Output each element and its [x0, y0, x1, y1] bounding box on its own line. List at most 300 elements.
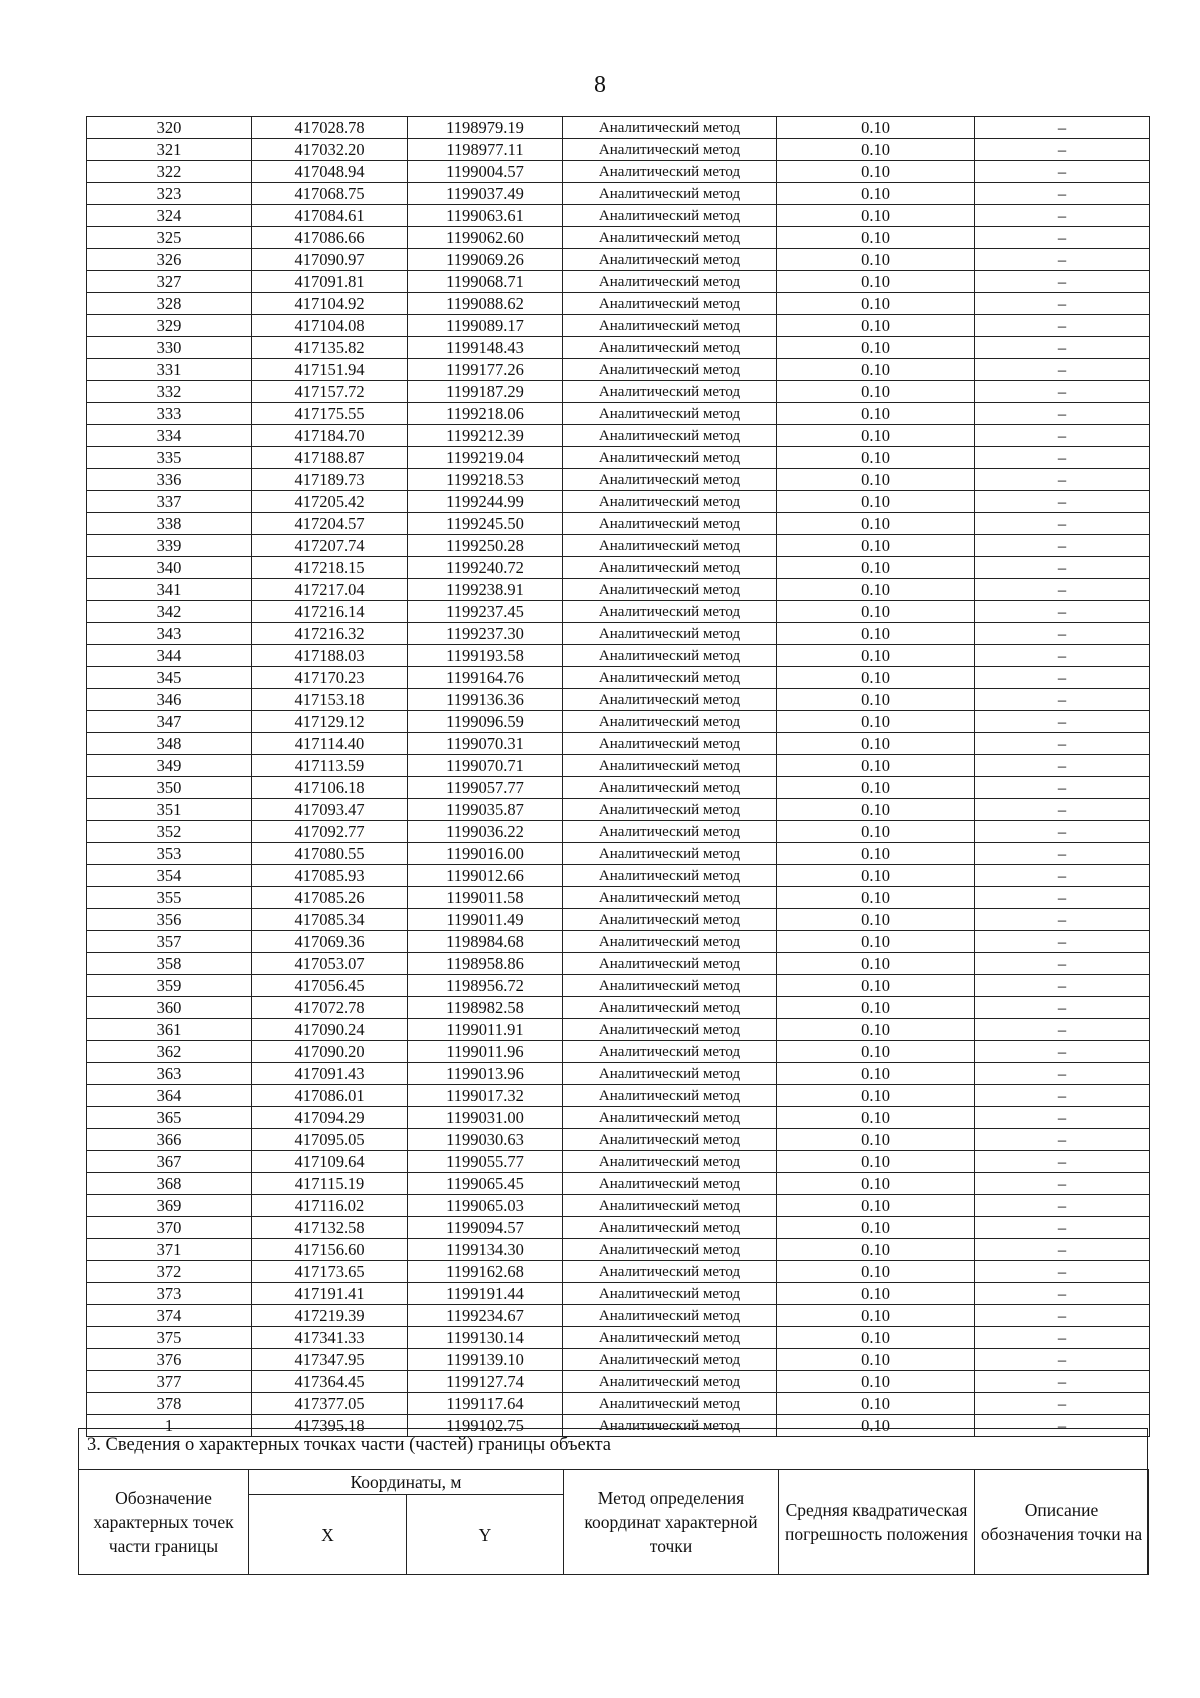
table-row — [87, 557, 1150, 579]
coordinates-table-body — [87, 117, 1150, 1437]
point-number-cell: 321 — [87, 139, 252, 161]
table-row — [87, 1393, 1150, 1415]
description-cell: – — [975, 1019, 1150, 1041]
x-coordinate-cell: 417069.36 — [252, 931, 408, 953]
table-row — [87, 1151, 1150, 1173]
description-cell: – — [975, 997, 1150, 1019]
accuracy-cell: 0.10 — [777, 1173, 975, 1195]
point-number-cell: 323 — [87, 183, 252, 205]
y-coordinate-cell: 1198982.58 — [408, 997, 563, 1019]
accuracy-cell: 0.10 — [777, 997, 975, 1019]
accuracy-cell: 0.10 — [777, 1239, 975, 1261]
x-coordinate-cell: 417217.04 — [252, 579, 408, 601]
method-cell: Аналитический метод — [563, 1151, 777, 1173]
point-number-cell: 346 — [87, 689, 252, 711]
accuracy-cell: 0.10 — [777, 513, 975, 535]
x-coordinate-cell: 417347.95 — [252, 1349, 408, 1371]
x-coordinate-cell: 417085.93 — [252, 865, 408, 887]
table-row — [87, 887, 1150, 909]
table-row — [87, 623, 1150, 645]
y-coordinate-cell: 1199237.45 — [408, 601, 563, 623]
description-cell: – — [975, 117, 1150, 139]
description-cell: – — [975, 667, 1150, 689]
point-number-cell: 357 — [87, 931, 252, 953]
description-cell: – — [975, 425, 1150, 447]
method-cell: Аналитический метод — [563, 733, 777, 755]
accuracy-cell: 0.10 — [777, 865, 975, 887]
x-coordinate-cell: 417216.32 — [252, 623, 408, 645]
x-coordinate-cell: 417132.58 — [252, 1217, 408, 1239]
accuracy-cell: 0.10 — [777, 931, 975, 953]
x-coordinate-cell: 417156.60 — [252, 1239, 408, 1261]
accuracy-cell: 0.10 — [777, 843, 975, 865]
point-number-cell: 328 — [87, 293, 252, 315]
point-number-cell: 368 — [87, 1173, 252, 1195]
table-row — [87, 1371, 1150, 1393]
method-cell: Аналитический метод — [563, 205, 777, 227]
y-coordinate-cell: 1198984.68 — [408, 931, 563, 953]
header-description: Описание обозначения точки на — [975, 1470, 1149, 1575]
accuracy-cell: 0.10 — [777, 1151, 975, 1173]
y-coordinate-cell: 1199070.71 — [408, 755, 563, 777]
table-row — [87, 491, 1150, 513]
point-number-cell: 341 — [87, 579, 252, 601]
section-title: 3. Сведения о характерных точках части (частей) границы объекта — [87, 1435, 612, 1455]
x-coordinate-cell: 417114.40 — [252, 733, 408, 755]
table-row — [87, 1173, 1150, 1195]
description-cell: – — [975, 733, 1150, 755]
accuracy-cell: 0.10 — [777, 975, 975, 997]
y-coordinate-cell: 1199127.74 — [408, 1371, 563, 1393]
point-number-cell: 326 — [87, 249, 252, 271]
point-number-cell: 325 — [87, 227, 252, 249]
point-number-cell: 351 — [87, 799, 252, 821]
accuracy-cell: 0.10 — [777, 1195, 975, 1217]
accuracy-cell: 0.10 — [777, 623, 975, 645]
description-cell: – — [975, 975, 1150, 997]
method-cell: Аналитический метод — [563, 381, 777, 403]
accuracy-cell: 0.10 — [777, 227, 975, 249]
x-coordinate-cell: 417153.18 — [252, 689, 408, 711]
description-cell: – — [975, 139, 1150, 161]
y-coordinate-cell: 1199068.71 — [408, 271, 563, 293]
table-row — [87, 381, 1150, 403]
header-point-designation: Обозначение характерных точек части границы — [79, 1470, 249, 1575]
point-number-cell: 342 — [87, 601, 252, 623]
table-row — [87, 359, 1150, 381]
method-cell: Аналитический метод — [563, 1019, 777, 1041]
method-cell: Аналитический метод — [563, 1261, 777, 1283]
method-cell: Аналитический метод — [563, 293, 777, 315]
method-cell: Аналитический метод — [563, 337, 777, 359]
x-coordinate-cell: 417090.97 — [252, 249, 408, 271]
method-cell: Аналитический метод — [563, 447, 777, 469]
method-cell: Аналитический метод — [563, 117, 777, 139]
description-cell: – — [975, 777, 1150, 799]
point-number-cell: 370 — [87, 1217, 252, 1239]
accuracy-cell: 0.10 — [777, 755, 975, 777]
accuracy-cell: 0.10 — [777, 645, 975, 667]
parts-table-header — [78, 1469, 1149, 1575]
accuracy-cell: 0.10 — [777, 271, 975, 293]
method-cell: Аналитический метод — [563, 1239, 777, 1261]
point-number-cell: 331 — [87, 359, 252, 381]
description-cell: – — [975, 1305, 1150, 1327]
table-row — [87, 139, 1150, 161]
table-row — [87, 645, 1150, 667]
method-cell: Аналитический метод — [563, 1283, 777, 1305]
point-number-cell: 350 — [87, 777, 252, 799]
description-cell: – — [975, 491, 1150, 513]
description-cell: – — [975, 1151, 1150, 1173]
table-row — [87, 1239, 1150, 1261]
table-row — [87, 1107, 1150, 1129]
description-cell: – — [975, 909, 1150, 931]
method-cell: Аналитический метод — [563, 1173, 777, 1195]
y-coordinate-cell: 1199031.00 — [408, 1107, 563, 1129]
y-coordinate-cell: 1199057.77 — [408, 777, 563, 799]
x-coordinate-cell: 417091.81 — [252, 271, 408, 293]
point-number-cell: 373 — [87, 1283, 252, 1305]
accuracy-cell: 0.10 — [777, 821, 975, 843]
description-cell: – — [975, 1173, 1150, 1195]
x-coordinate-cell: 417109.64 — [252, 1151, 408, 1173]
description-cell: – — [975, 645, 1150, 667]
accuracy-cell: 0.10 — [777, 1349, 975, 1371]
method-cell: Аналитический метод — [563, 227, 777, 249]
y-coordinate-cell: 1198977.11 — [408, 139, 563, 161]
accuracy-cell: 0.10 — [777, 183, 975, 205]
y-coordinate-cell: 1199011.58 — [408, 887, 563, 909]
accuracy-cell: 0.10 — [777, 1063, 975, 1085]
table-row — [87, 667, 1150, 689]
y-coordinate-cell: 1199037.49 — [408, 183, 563, 205]
y-coordinate-cell: 1199094.57 — [408, 1217, 563, 1239]
method-cell: Аналитический метод — [563, 1393, 777, 1415]
point-number-cell: 332 — [87, 381, 252, 403]
description-cell: – — [975, 865, 1150, 887]
table-row — [87, 1327, 1150, 1349]
y-coordinate-cell: 1199062.60 — [408, 227, 563, 249]
x-coordinate-cell: 417204.57 — [252, 513, 408, 535]
method-cell: Аналитический метод — [563, 1107, 777, 1129]
description-cell: – — [975, 1085, 1150, 1107]
method-cell: Аналитический метод — [563, 711, 777, 733]
method-cell: Аналитический метод — [563, 755, 777, 777]
y-coordinate-cell: 1199244.99 — [408, 491, 563, 513]
accuracy-cell: 0.10 — [777, 799, 975, 821]
method-cell: Аналитический метод — [563, 931, 777, 953]
y-coordinate-cell: 1199212.39 — [408, 425, 563, 447]
y-coordinate-cell: 1198956.72 — [408, 975, 563, 997]
table-row — [87, 931, 1150, 953]
accuracy-cell: 0.10 — [777, 1327, 975, 1349]
method-cell: Аналитический метод — [563, 579, 777, 601]
method-cell: Аналитический метод — [563, 1063, 777, 1085]
description-cell: – — [975, 161, 1150, 183]
table-row — [87, 205, 1150, 227]
description-cell: – — [975, 183, 1150, 205]
y-coordinate-cell: 1199030.63 — [408, 1129, 563, 1151]
method-cell: Аналитический метод — [563, 315, 777, 337]
description-cell: – — [975, 315, 1150, 337]
method-cell: Аналитический метод — [563, 623, 777, 645]
x-coordinate-cell: 417106.18 — [252, 777, 408, 799]
method-cell: Аналитический метод — [563, 1371, 777, 1393]
x-coordinate-cell: 417028.78 — [252, 117, 408, 139]
table-row — [87, 271, 1150, 293]
accuracy-cell: 0.10 — [777, 425, 975, 447]
y-coordinate-cell: 1198979.19 — [408, 117, 563, 139]
y-coordinate-cell: 1199164.76 — [408, 667, 563, 689]
table-row — [87, 447, 1150, 469]
y-coordinate-cell: 1199036.22 — [408, 821, 563, 843]
description-cell: – — [975, 711, 1150, 733]
x-coordinate-cell: 417072.78 — [252, 997, 408, 1019]
y-coordinate-cell: 1199219.04 — [408, 447, 563, 469]
method-cell: Аналитический метод — [563, 887, 777, 909]
table-row — [87, 1283, 1150, 1305]
x-coordinate-cell: 417364.45 — [252, 1371, 408, 1393]
table-row — [87, 337, 1150, 359]
method-cell: Аналитический метод — [563, 183, 777, 205]
point-number-cell: 348 — [87, 733, 252, 755]
x-coordinate-cell: 417175.55 — [252, 403, 408, 425]
table-row — [87, 865, 1150, 887]
method-cell: Аналитический метод — [563, 601, 777, 623]
point-number-cell: 340 — [87, 557, 252, 579]
y-coordinate-cell: 1199234.67 — [408, 1305, 563, 1327]
x-coordinate-cell: 417189.73 — [252, 469, 408, 491]
method-cell: Аналитический метод — [563, 1085, 777, 1107]
point-number-cell: 339 — [87, 535, 252, 557]
point-number-cell: 364 — [87, 1085, 252, 1107]
accuracy-cell: 0.10 — [777, 381, 975, 403]
y-coordinate-cell: 1199069.26 — [408, 249, 563, 271]
table-row — [87, 821, 1150, 843]
x-coordinate-cell: 417395.18 — [252, 1415, 408, 1437]
x-coordinate-cell: 417341.33 — [252, 1327, 408, 1349]
method-cell: Аналитический метод — [563, 777, 777, 799]
accuracy-cell: 0.10 — [777, 1415, 975, 1437]
y-coordinate-cell: 1199035.87 — [408, 799, 563, 821]
y-coordinate-cell: 1199191.44 — [408, 1283, 563, 1305]
point-number-cell: 363 — [87, 1063, 252, 1085]
accuracy-cell: 0.10 — [777, 579, 975, 601]
point-number-cell: 322 — [87, 161, 252, 183]
header-coordinates: Координаты, м — [249, 1470, 564, 1495]
point-number-cell: 375 — [87, 1327, 252, 1349]
method-cell: Аналитический метод — [563, 249, 777, 271]
point-number-cell: 329 — [87, 315, 252, 337]
x-coordinate-cell: 417090.20 — [252, 1041, 408, 1063]
point-number-cell: 376 — [87, 1349, 252, 1371]
description-cell: – — [975, 755, 1150, 777]
y-coordinate-cell: 1199017.32 — [408, 1085, 563, 1107]
x-coordinate-cell: 417091.43 — [252, 1063, 408, 1085]
description-cell: – — [975, 1283, 1150, 1305]
point-number-cell: 343 — [87, 623, 252, 645]
point-number-cell: 374 — [87, 1305, 252, 1327]
y-coordinate-cell: 1199055.77 — [408, 1151, 563, 1173]
method-cell: Аналитический метод — [563, 1415, 777, 1437]
table-row — [87, 1041, 1150, 1063]
description-cell: – — [975, 1349, 1150, 1371]
description-cell: – — [975, 1041, 1150, 1063]
y-coordinate-cell: 1199070.31 — [408, 733, 563, 755]
point-number-cell: 360 — [87, 997, 252, 1019]
y-coordinate-cell: 1199016.00 — [408, 843, 563, 865]
x-coordinate-cell: 417085.26 — [252, 887, 408, 909]
description-cell: – — [975, 931, 1150, 953]
description-cell: – — [975, 1239, 1150, 1261]
description-cell: – — [975, 359, 1150, 381]
y-coordinate-cell: 1199245.50 — [408, 513, 563, 535]
table-row — [87, 1217, 1150, 1239]
table-row — [87, 403, 1150, 425]
y-coordinate-cell: 1199238.91 — [408, 579, 563, 601]
x-coordinate-cell: 417048.94 — [252, 161, 408, 183]
point-number-cell: 359 — [87, 975, 252, 997]
accuracy-cell: 0.10 — [777, 337, 975, 359]
description-cell: – — [975, 623, 1150, 645]
method-cell: Аналитический метод — [563, 1327, 777, 1349]
x-coordinate-cell: 417090.24 — [252, 1019, 408, 1041]
method-cell: Аналитический метод — [563, 843, 777, 865]
x-coordinate-cell: 417173.65 — [252, 1261, 408, 1283]
point-number-cell: 366 — [87, 1129, 252, 1151]
x-coordinate-cell: 417135.82 — [252, 337, 408, 359]
accuracy-cell: 0.10 — [777, 777, 975, 799]
header-method: Метод определения координат характерной точки — [564, 1470, 779, 1575]
point-number-cell: 333 — [87, 403, 252, 425]
table-row — [87, 1129, 1150, 1151]
description-cell: – — [975, 1327, 1150, 1349]
description-cell: – — [975, 689, 1150, 711]
x-coordinate-cell: 417068.75 — [252, 183, 408, 205]
accuracy-cell: 0.10 — [777, 359, 975, 381]
accuracy-cell: 0.10 — [777, 139, 975, 161]
description-cell: – — [975, 601, 1150, 623]
accuracy-cell: 0.10 — [777, 953, 975, 975]
header-y: Y — [407, 1495, 564, 1575]
table-row — [87, 711, 1150, 733]
y-coordinate-cell: 1199063.61 — [408, 205, 563, 227]
description-cell: – — [975, 469, 1150, 491]
point-number-cell: 358 — [87, 953, 252, 975]
x-coordinate-cell: 417084.61 — [252, 205, 408, 227]
method-cell: Аналитический метод — [563, 909, 777, 931]
description-cell: – — [975, 953, 1150, 975]
accuracy-cell: 0.10 — [777, 601, 975, 623]
y-coordinate-cell: 1199177.26 — [408, 359, 563, 381]
point-number-cell: 320 — [87, 117, 252, 139]
table-row — [87, 975, 1150, 997]
description-cell: – — [975, 821, 1150, 843]
x-coordinate-cell: 417086.66 — [252, 227, 408, 249]
x-coordinate-cell: 417080.55 — [252, 843, 408, 865]
point-number-cell: 337 — [87, 491, 252, 513]
description-cell: – — [975, 887, 1150, 909]
x-coordinate-cell: 417377.05 — [252, 1393, 408, 1415]
accuracy-cell: 0.10 — [777, 557, 975, 579]
table-row — [87, 1195, 1150, 1217]
method-cell: Аналитический метод — [563, 161, 777, 183]
y-coordinate-cell: 1199088.62 — [408, 293, 563, 315]
method-cell: Аналитический метод — [563, 865, 777, 887]
x-coordinate-cell: 417104.08 — [252, 315, 408, 337]
table-row — [87, 535, 1150, 557]
description-cell: – — [975, 227, 1150, 249]
x-coordinate-cell: 417188.03 — [252, 645, 408, 667]
table-row — [87, 601, 1150, 623]
x-coordinate-cell: 417151.94 — [252, 359, 408, 381]
x-coordinate-cell: 417205.42 — [252, 491, 408, 513]
method-cell: Аналитический метод — [563, 975, 777, 997]
table-row — [87, 117, 1150, 139]
point-number-cell: 330 — [87, 337, 252, 359]
method-cell: Аналитический метод — [563, 667, 777, 689]
description-cell: – — [975, 205, 1150, 227]
point-number-cell: 338 — [87, 513, 252, 535]
accuracy-cell: 0.10 — [777, 1261, 975, 1283]
point-number-cell: 327 — [87, 271, 252, 293]
x-coordinate-cell: 417188.87 — [252, 447, 408, 469]
accuracy-cell: 0.10 — [777, 1041, 975, 1063]
table-row — [87, 315, 1150, 337]
table-row — [87, 953, 1150, 975]
method-cell: Аналитический метод — [563, 645, 777, 667]
y-coordinate-cell: 1198958.86 — [408, 953, 563, 975]
x-coordinate-cell: 417219.39 — [252, 1305, 408, 1327]
y-coordinate-cell: 1199193.58 — [408, 645, 563, 667]
point-number-cell: 334 — [87, 425, 252, 447]
accuracy-cell: 0.10 — [777, 711, 975, 733]
description-cell: – — [975, 1217, 1150, 1239]
method-cell: Аналитический метод — [563, 1305, 777, 1327]
method-cell: Аналитический метод — [563, 425, 777, 447]
x-coordinate-cell: 417216.14 — [252, 601, 408, 623]
y-coordinate-cell: 1199250.28 — [408, 535, 563, 557]
y-coordinate-cell: 1199096.59 — [408, 711, 563, 733]
description-cell: – — [975, 535, 1150, 557]
description-cell: – — [975, 403, 1150, 425]
method-cell: Аналитический метод — [563, 271, 777, 293]
y-coordinate-cell: 1199117.64 — [408, 1393, 563, 1415]
y-coordinate-cell: 1199218.53 — [408, 469, 563, 491]
point-number-cell: 347 — [87, 711, 252, 733]
parts-section — [78, 1428, 1148, 1575]
x-coordinate-cell: 417129.12 — [252, 711, 408, 733]
y-coordinate-cell: 1199011.96 — [408, 1041, 563, 1063]
table-row — [87, 227, 1150, 249]
description-cell: – — [975, 1129, 1150, 1151]
point-number-cell: 335 — [87, 447, 252, 469]
description-cell: – — [975, 1063, 1150, 1085]
method-cell: Аналитический метод — [563, 403, 777, 425]
table-row — [87, 249, 1150, 271]
y-coordinate-cell: 1199148.43 — [408, 337, 563, 359]
point-number-cell: 353 — [87, 843, 252, 865]
point-number-cell: 356 — [87, 909, 252, 931]
header-accuracy: Средняя квадратическая погрешность положения — [779, 1470, 975, 1575]
table-row — [87, 425, 1150, 447]
table-row — [87, 513, 1150, 535]
method-cell: Аналитический метод — [563, 513, 777, 535]
coordinates-table — [86, 116, 1150, 1437]
method-cell: Аналитический метод — [563, 557, 777, 579]
accuracy-cell: 0.10 — [777, 205, 975, 227]
